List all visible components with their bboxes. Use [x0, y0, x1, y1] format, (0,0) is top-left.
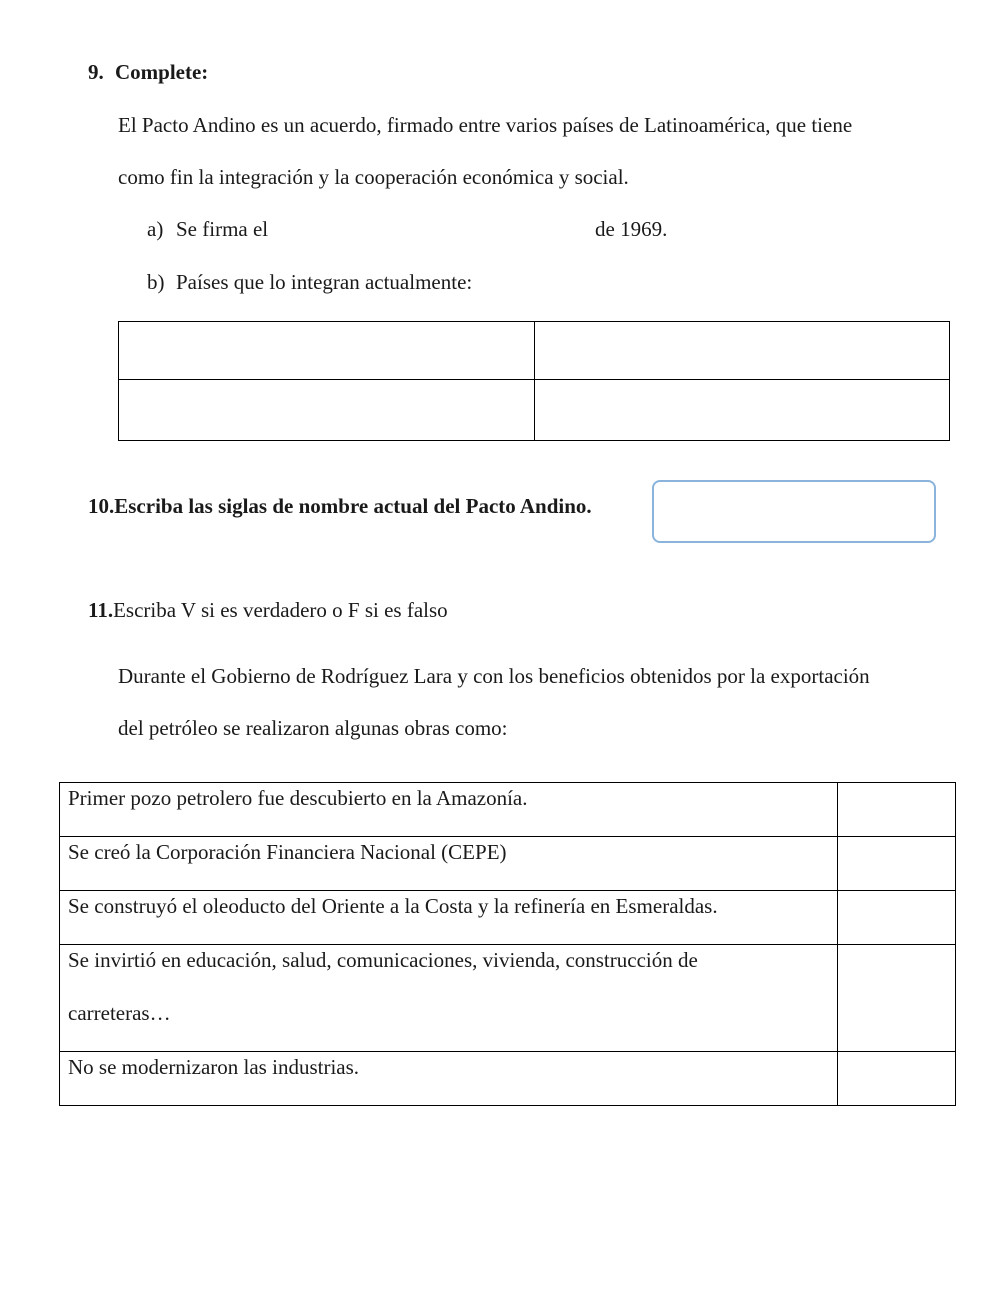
- q9-paragraph-line1: El Pacto Andino es un acuerdo, firmado entre varios países de Latinoamérica, que tiene: [118, 113, 853, 137]
- statement-cell: Se construyó el oleoducto del Oriente a la Costa y la refinería en Esmeraldas.: [60, 891, 838, 945]
- q9-item-a-label: a): [147, 217, 164, 241]
- country-cell[interactable]: [534, 380, 950, 441]
- table-row: [60, 837, 956, 891]
- answer-cell[interactable]: [838, 783, 956, 837]
- answer-cell[interactable]: [838, 891, 956, 945]
- statement-cell: No se modernizaron las industrias.: [60, 1052, 838, 1106]
- statement-line: Se invirtió en educación, salud, comunicaciones, vivienda, construcción de: [68, 948, 698, 972]
- statement-cell: [60, 945, 838, 1052]
- q10-heading: [88, 494, 592, 519]
- q9-item-a-text: Se firma el: [176, 217, 269, 241]
- table-row: [119, 380, 950, 441]
- statement-line: carreteras…: [68, 1001, 171, 1025]
- answer-cell[interactable]: [838, 1052, 956, 1106]
- table-row: [119, 322, 950, 380]
- q11-paragraph-line2: del petróleo se realizaron algunas obras como:: [118, 716, 508, 740]
- country-cell[interactable]: [119, 380, 535, 441]
- table-row: [60, 945, 956, 1052]
- q9-paragraph-line2: como fin la integración y la cooperación económica y social.: [118, 165, 629, 189]
- q9-heading: [88, 60, 208, 85]
- table-row: [60, 1052, 956, 1106]
- country-cell[interactable]: [119, 322, 535, 380]
- table-row: [60, 783, 956, 837]
- q11-heading: [88, 598, 448, 623]
- q9-item-a-suffix: de 1969.: [595, 217, 668, 241]
- q9-item-b-label: b): [147, 270, 165, 294]
- statement-cell: Se creó la Corporación Financiera Nacional (CEPE): [60, 837, 838, 891]
- q9-item-b-text: Países que lo integran actualmente:: [176, 270, 473, 294]
- q11-paragraph-line1: Durante el Gobierno de Rodríguez Lara y con los beneficios obtenidos por la exportación: [118, 664, 870, 688]
- q9-number: 9.: [88, 60, 104, 84]
- q10-text: Escriba las siglas de nombre actual del Pacto Andino.: [114, 494, 592, 518]
- countries-table: [118, 321, 950, 441]
- table-row: [60, 891, 956, 945]
- acronym-answer-box[interactable]: [652, 480, 936, 543]
- answer-cell[interactable]: [838, 945, 956, 1052]
- q9-title: Complete:: [115, 60, 209, 84]
- q11-number: 11.: [88, 598, 114, 622]
- statement-cell: Primer pozo petrolero fue descubierto en la Amazonía.: [60, 783, 838, 837]
- answer-cell[interactable]: [838, 837, 956, 891]
- q11-text: Escriba V si es verdadero o F si es falso: [113, 598, 448, 622]
- true-false-table: [59, 782, 956, 1106]
- country-cell[interactable]: [534, 322, 950, 380]
- q10-number: 10.: [88, 494, 115, 518]
